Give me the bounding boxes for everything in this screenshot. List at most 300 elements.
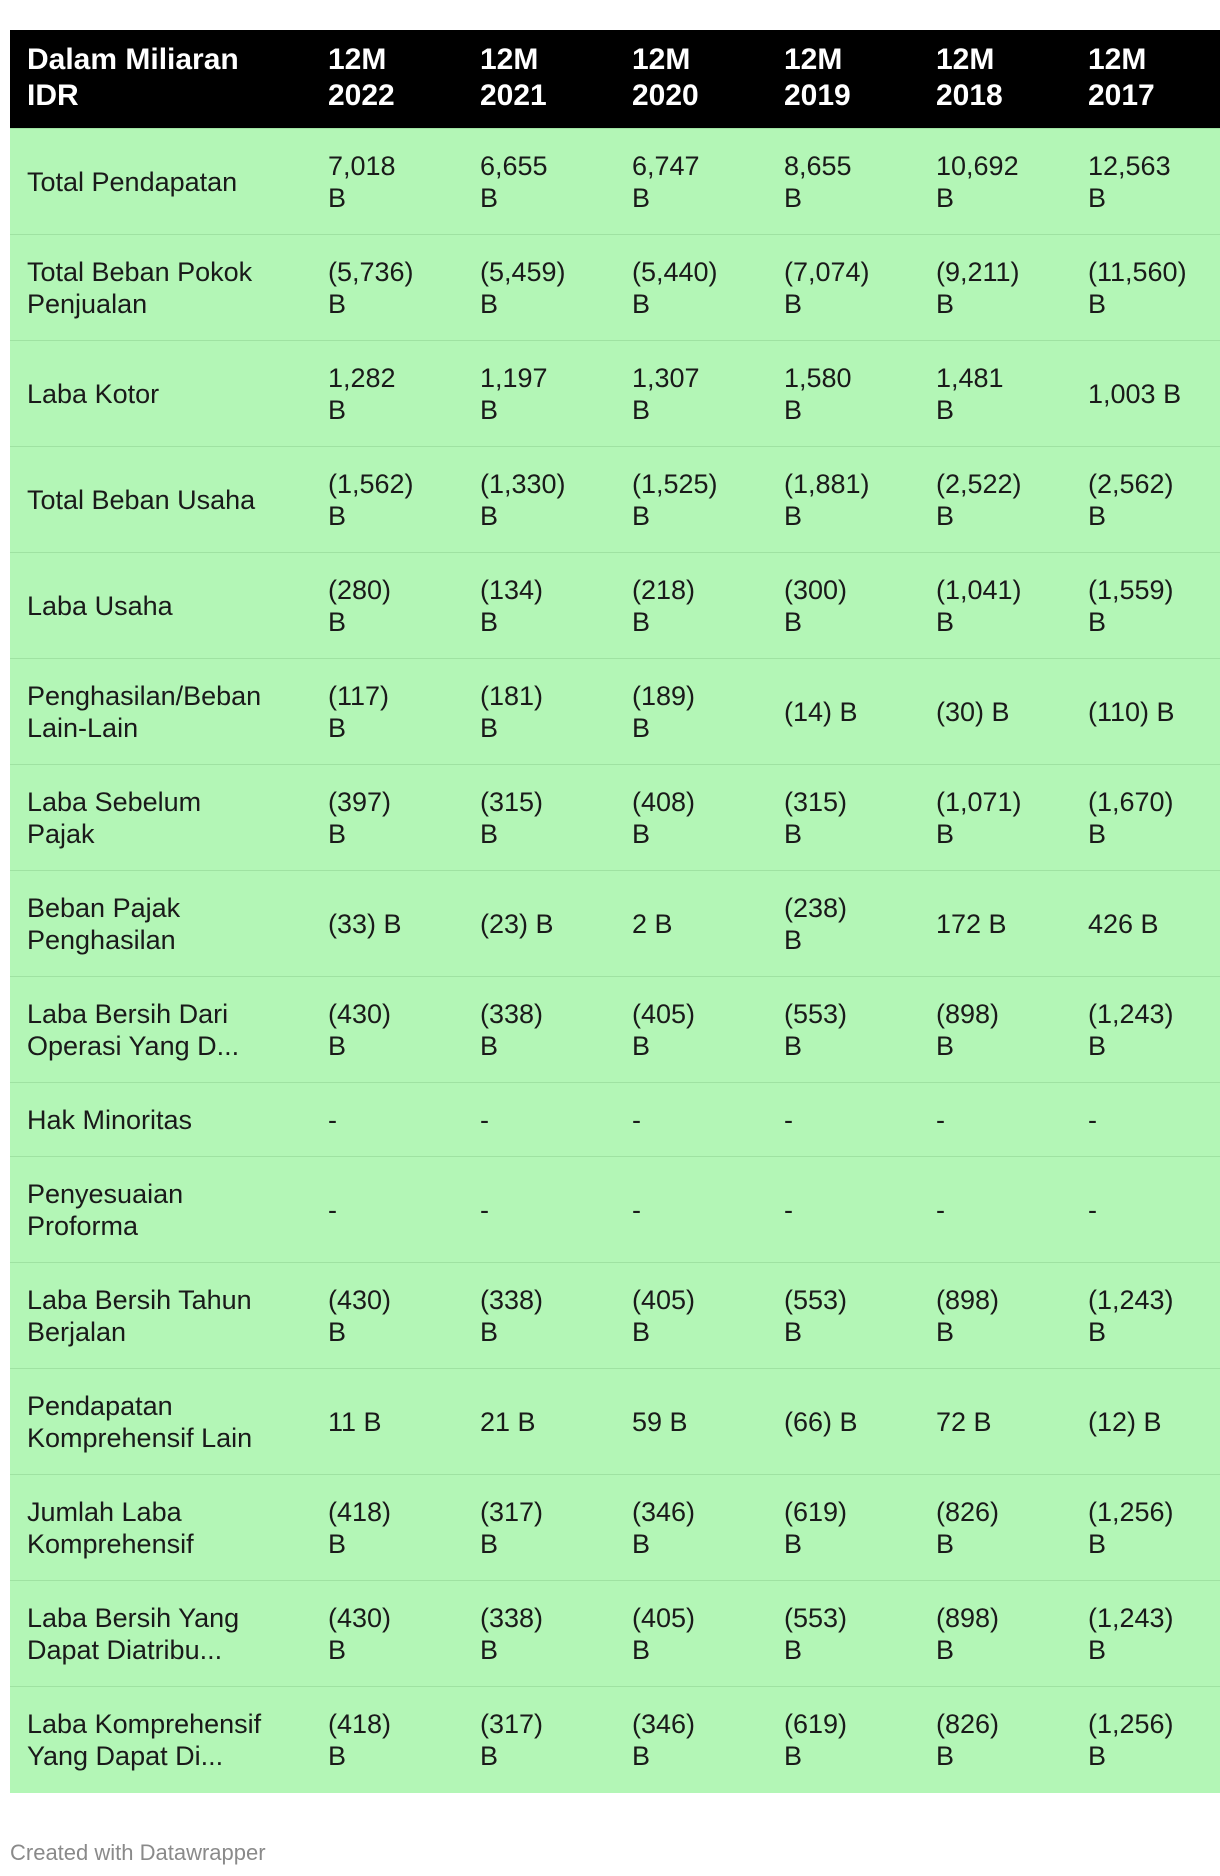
value-cell: [468, 447, 620, 553]
value-text: B: [480, 1030, 499, 1061]
row-label-text: Total Beban Usaha: [27, 484, 256, 515]
value-text: 1,307: [632, 362, 700, 393]
value-cell: [620, 1687, 772, 1793]
row-label: [10, 977, 316, 1083]
value-text: 11 B: [328, 1406, 382, 1437]
value-cell: [924, 765, 1076, 871]
value-text: B: [936, 394, 955, 425]
header-text: 12M: [1088, 43, 1147, 76]
value-cell: [316, 1157, 468, 1263]
row-label-text: Penghasilan/Beban: [27, 680, 262, 711]
income-statement-table: [10, 30, 1220, 1793]
value-text: B: [480, 1740, 499, 1771]
value-cell: [468, 871, 620, 977]
value-cell: [468, 1263, 620, 1369]
value-cell: [924, 1157, 1076, 1263]
value-text: (405): [632, 998, 696, 1029]
value-text: (300): [784, 574, 848, 605]
table-row: [10, 871, 1220, 977]
value-text: (1,330): [480, 468, 566, 499]
row-label-text: Penghasilan: [27, 924, 176, 955]
value-text: B: [480, 818, 499, 849]
value-cell: [620, 1475, 772, 1581]
value-cell: [772, 553, 924, 659]
row-label-text: Laba Bersih Tahun: [27, 1284, 252, 1315]
row-label-text: Laba Sebelum: [27, 786, 202, 817]
datawrapper-credit: Created with Datawrapper: [10, 1840, 266, 1865]
value-text: B: [328, 818, 347, 849]
value-text: B: [784, 1634, 803, 1665]
table-row: [10, 1687, 1220, 1793]
value-text: B: [784, 606, 803, 637]
row-label: [10, 1475, 316, 1581]
value-text: B: [936, 1634, 955, 1665]
value-cell: [468, 129, 620, 235]
value-cell: [772, 1687, 924, 1793]
value-text: B: [480, 712, 499, 743]
row-label-text: Lain-Lain: [27, 712, 139, 743]
header-text: 2020: [632, 79, 699, 112]
row-label: [10, 1369, 316, 1475]
value-text: (5,440): [632, 256, 718, 287]
table-row: [10, 447, 1220, 553]
value-text: B: [480, 394, 499, 425]
value-text: (826): [936, 1708, 1000, 1739]
value-text: B: [784, 1316, 803, 1347]
row-label: [10, 447, 316, 553]
header-text: IDR: [27, 79, 79, 112]
row-label-text: Laba Komprehensif: [27, 1708, 262, 1739]
value-text: (238): [784, 892, 848, 923]
value-text: (189): [632, 680, 696, 711]
value-cell: [1076, 765, 1220, 871]
value-text: (553): [784, 998, 848, 1029]
value-text: B: [328, 712, 347, 743]
value-text: (317): [480, 1496, 544, 1527]
column-header-label: [10, 30, 316, 129]
header-text: 12M: [632, 43, 691, 76]
value-text: B: [632, 288, 651, 319]
column-header-period: [620, 30, 772, 129]
value-text: (117): [328, 680, 390, 711]
value-text: 1,481: [936, 362, 1004, 393]
table-row: [10, 1369, 1220, 1475]
value-text: (338): [480, 1602, 544, 1633]
value-text: B: [328, 182, 347, 213]
row-label-text: Yang Dapat Di...: [27, 1740, 224, 1771]
value-cell: [468, 553, 620, 659]
table-row: [10, 235, 1220, 341]
value-text: (619): [784, 1496, 848, 1527]
value-text: B: [936, 818, 955, 849]
value-text: B: [936, 1528, 955, 1559]
value-cell: [620, 1581, 772, 1687]
value-text: B: [632, 1316, 651, 1347]
row-label-text: Total Pendapatan: [27, 166, 238, 197]
column-header-period: [772, 30, 924, 129]
value-cell: [1076, 1475, 1220, 1581]
value-cell: [1076, 871, 1220, 977]
row-label-text: Operasi Yang D...: [27, 1030, 240, 1061]
value-cell: [620, 977, 772, 1083]
value-text: B: [1088, 606, 1107, 637]
value-text: 8,655: [784, 150, 852, 181]
row-label-text: Penyesuaian: [27, 1178, 184, 1209]
value-text: B: [1088, 182, 1107, 213]
header-row: [10, 30, 1220, 129]
value-text: (317): [480, 1708, 544, 1739]
value-text: B: [1088, 1634, 1107, 1665]
row-label: [10, 553, 316, 659]
value-text: (1,243): [1088, 1602, 1174, 1633]
value-text: B: [936, 1316, 955, 1347]
value-text: -: [480, 1104, 489, 1135]
value-cell: [468, 341, 620, 447]
value-text: (346): [632, 1708, 696, 1739]
value-text: (338): [480, 998, 544, 1029]
row-label-text: Penjualan: [27, 288, 148, 319]
table-row: [10, 129, 1220, 235]
value-cell: [924, 977, 1076, 1083]
value-text: (110) B: [1088, 696, 1175, 727]
value-text: (7,074): [784, 256, 870, 287]
value-cell: [316, 1687, 468, 1793]
value-cell: [468, 1475, 620, 1581]
value-cell: [620, 1083, 772, 1157]
value-text: (280): [328, 574, 392, 605]
row-label: [10, 1157, 316, 1263]
value-cell: [924, 1581, 1076, 1687]
value-text: (1,256): [1088, 1496, 1174, 1527]
value-text: B: [784, 1528, 803, 1559]
row-label-text: Hak Minoritas: [27, 1104, 193, 1135]
table-header: [10, 30, 1220, 129]
value-text: 1,282: [328, 362, 396, 393]
value-cell: [1076, 1687, 1220, 1793]
value-text: 21 B: [480, 1406, 536, 1437]
row-label: [10, 1083, 316, 1157]
table-row: [10, 1083, 1220, 1157]
value-cell: [1076, 553, 1220, 659]
value-text: B: [936, 500, 955, 531]
value-text: B: [632, 1030, 651, 1061]
value-cell: [620, 871, 772, 977]
value-text: 172 B: [936, 908, 1007, 939]
value-text: B: [784, 818, 803, 849]
value-text: 6,747: [632, 150, 700, 181]
row-label: [10, 871, 316, 977]
value-cell: [620, 1263, 772, 1369]
value-cell: [468, 659, 620, 765]
value-cell: [924, 871, 1076, 977]
value-cell: [620, 1157, 772, 1263]
value-text: -: [1088, 1104, 1097, 1135]
value-cell: [468, 1581, 620, 1687]
row-label-text: Total Beban Pokok: [27, 256, 253, 287]
value-cell: [772, 871, 924, 977]
value-text: (30) B: [936, 696, 1010, 727]
row-label-text: Beban Pajak: [27, 892, 181, 923]
value-text: 426 B: [1088, 908, 1159, 939]
row-label: [10, 1687, 316, 1793]
table-row: [10, 977, 1220, 1083]
row-label: [10, 1263, 316, 1369]
value-text: B: [328, 606, 347, 637]
value-text: -: [480, 1194, 489, 1225]
header-text: 12M: [784, 43, 843, 76]
value-text: B: [328, 500, 347, 531]
value-cell: [468, 1083, 620, 1157]
value-text: B: [480, 1528, 499, 1559]
value-text: B: [1088, 288, 1107, 319]
value-text: (405): [632, 1284, 696, 1315]
value-text: 72 B: [936, 1406, 992, 1437]
value-text: B: [480, 182, 499, 213]
value-text: (1,562): [328, 468, 414, 499]
value-text: B: [784, 182, 803, 213]
row-label: [10, 129, 316, 235]
value-cell: [1076, 977, 1220, 1083]
row-label: [10, 659, 316, 765]
value-cell: [316, 235, 468, 341]
value-cell: [468, 1369, 620, 1475]
value-cell: [772, 1369, 924, 1475]
value-cell: [620, 129, 772, 235]
value-text: B: [936, 606, 955, 637]
table-row: [10, 659, 1220, 765]
header-text: 12M: [936, 43, 995, 76]
value-text: (1,243): [1088, 1284, 1174, 1315]
column-header-period: [316, 30, 468, 129]
value-text: B: [1088, 1030, 1107, 1061]
value-cell: [620, 659, 772, 765]
value-text: (315): [784, 786, 848, 817]
row-label-text: Laba Kotor: [27, 378, 160, 409]
value-text: B: [1088, 1740, 1107, 1771]
value-cell: [468, 765, 620, 871]
value-text: (405): [632, 1602, 696, 1633]
value-text: B: [632, 1740, 651, 1771]
value-text: B: [784, 500, 803, 531]
header-text: 12M: [328, 43, 387, 76]
value-cell: [772, 1157, 924, 1263]
value-cell: [772, 235, 924, 341]
row-label: [10, 765, 316, 871]
value-text: B: [1088, 500, 1107, 531]
table-row: [10, 1581, 1220, 1687]
value-cell: [924, 1369, 1076, 1475]
value-cell: [316, 447, 468, 553]
table-row: [10, 1263, 1220, 1369]
value-text: 7,018: [328, 150, 396, 181]
value-cell: [924, 341, 1076, 447]
value-cell: [1076, 1157, 1220, 1263]
value-cell: [924, 1475, 1076, 1581]
value-text: (2,562): [1088, 468, 1174, 499]
value-text: (418): [328, 1708, 392, 1739]
value-cell: [1076, 129, 1220, 235]
header-text: 2019: [784, 79, 851, 112]
table-row: [10, 553, 1220, 659]
value-text: (430): [328, 1602, 392, 1633]
value-text: (1,670): [1088, 786, 1174, 817]
value-cell: [924, 1263, 1076, 1369]
value-text: (430): [328, 1284, 392, 1315]
value-cell: [468, 977, 620, 1083]
value-cell: [316, 1475, 468, 1581]
row-label-text: Komprehensif: [27, 1528, 194, 1559]
value-cell: [316, 977, 468, 1083]
value-cell: [620, 765, 772, 871]
header-text: 2021: [480, 79, 547, 112]
row-label-text: Laba Bersih Dari: [27, 998, 229, 1029]
table-row: [10, 1475, 1220, 1581]
value-text: B: [480, 1634, 499, 1665]
value-text: B: [328, 394, 347, 425]
value-text: 2 B: [632, 908, 673, 939]
value-text: (898): [936, 998, 1000, 1029]
value-text: B: [632, 182, 651, 213]
value-text: (619): [784, 1708, 848, 1739]
value-text: B: [480, 606, 499, 637]
value-cell: [1076, 1083, 1220, 1157]
value-text: B: [632, 1528, 651, 1559]
value-cell: [772, 341, 924, 447]
value-text: (553): [784, 1602, 848, 1633]
value-text: (553): [784, 1284, 848, 1315]
value-text: (66) B: [784, 1406, 858, 1437]
value-text: (315): [480, 786, 544, 817]
value-text: B: [632, 712, 651, 743]
value-cell: [772, 1581, 924, 1687]
row-label-text: Pajak: [27, 818, 95, 849]
value-text: B: [480, 500, 499, 531]
value-text: B: [632, 1634, 651, 1665]
value-text: 59 B: [632, 1406, 688, 1437]
table-row: [10, 765, 1220, 871]
value-text: -: [328, 1194, 337, 1225]
value-text: B: [328, 1740, 347, 1771]
value-text: (397): [328, 786, 392, 817]
value-cell: [772, 1263, 924, 1369]
table-row: [10, 341, 1220, 447]
value-cell: [1076, 235, 1220, 341]
value-text: (1,256): [1088, 1708, 1174, 1739]
value-cell: [620, 553, 772, 659]
row-label: [10, 1581, 316, 1687]
table-row: [10, 1157, 1220, 1263]
value-cell: [316, 341, 468, 447]
header-text: Dalam Miliaran: [27, 43, 239, 76]
value-text: (11,560): [1088, 256, 1187, 287]
value-text: (2,522): [936, 468, 1022, 499]
value-text: (1,243): [1088, 998, 1174, 1029]
value-text: -: [784, 1194, 793, 1225]
value-cell: [468, 1687, 620, 1793]
value-text: B: [328, 1528, 347, 1559]
value-cell: [1076, 659, 1220, 765]
value-text: B: [328, 1316, 347, 1347]
table-body: [10, 129, 1220, 1793]
value-cell: [468, 1157, 620, 1263]
row-label-text: Laba Usaha: [27, 590, 173, 621]
row-label-text: Pendapatan: [27, 1390, 173, 1421]
value-text: (181): [480, 680, 544, 711]
value-text: B: [328, 1634, 347, 1665]
value-text: 1,197: [480, 362, 548, 393]
value-cell: [316, 1369, 468, 1475]
value-cell: [772, 765, 924, 871]
value-text: -: [632, 1194, 641, 1225]
value-text: (338): [480, 1284, 544, 1315]
value-text: B: [632, 394, 651, 425]
value-text: B: [632, 500, 651, 531]
value-cell: [316, 659, 468, 765]
value-cell: [772, 129, 924, 235]
value-text: (1,525): [632, 468, 718, 499]
value-text: B: [784, 924, 803, 955]
value-text: (898): [936, 1602, 1000, 1633]
value-text: -: [1088, 1194, 1097, 1225]
column-header-period: [1076, 30, 1220, 129]
row-label-text: Dapat Diatribu...: [27, 1634, 223, 1665]
value-cell: [316, 1263, 468, 1369]
value-text: (9,211): [936, 256, 1020, 287]
row-label: [10, 235, 316, 341]
value-text: B: [936, 288, 955, 319]
value-cell: [924, 1687, 1076, 1793]
value-cell: [772, 1475, 924, 1581]
value-cell: [924, 129, 1076, 235]
value-text: (5,736): [328, 256, 414, 287]
value-text: (218): [632, 574, 696, 605]
value-cell: [316, 1083, 468, 1157]
value-cell: [924, 553, 1076, 659]
value-text: B: [480, 288, 499, 319]
value-cell: [1076, 1369, 1220, 1475]
value-cell: [316, 553, 468, 659]
value-cell: [316, 129, 468, 235]
value-cell: [468, 235, 620, 341]
value-cell: [772, 659, 924, 765]
row-label-text: Jumlah Laba: [27, 1496, 182, 1527]
value-text: -: [936, 1194, 945, 1225]
value-text: B: [1088, 1316, 1107, 1347]
value-text: B: [632, 606, 651, 637]
value-text: B: [936, 1740, 955, 1771]
value-cell: [1076, 1581, 1220, 1687]
value-cell: [316, 871, 468, 977]
header-text: 2018: [936, 79, 1003, 112]
value-cell: [620, 341, 772, 447]
value-text: 12,563: [1088, 150, 1171, 181]
value-cell: [924, 1083, 1076, 1157]
value-text: (12) B: [1088, 1406, 1162, 1437]
value-text: B: [784, 288, 803, 319]
value-text: 10,692: [936, 150, 1019, 181]
value-cell: [1076, 341, 1220, 447]
value-text: -: [936, 1104, 945, 1135]
value-text: B: [632, 818, 651, 849]
value-text: (418): [328, 1496, 392, 1527]
value-text: B: [1088, 818, 1107, 849]
value-cell: [1076, 447, 1220, 553]
value-cell: [620, 235, 772, 341]
value-text: (1,559): [1088, 574, 1174, 605]
value-text: (1,881): [784, 468, 870, 499]
value-text: B: [328, 288, 347, 319]
value-text: B: [480, 1316, 499, 1347]
